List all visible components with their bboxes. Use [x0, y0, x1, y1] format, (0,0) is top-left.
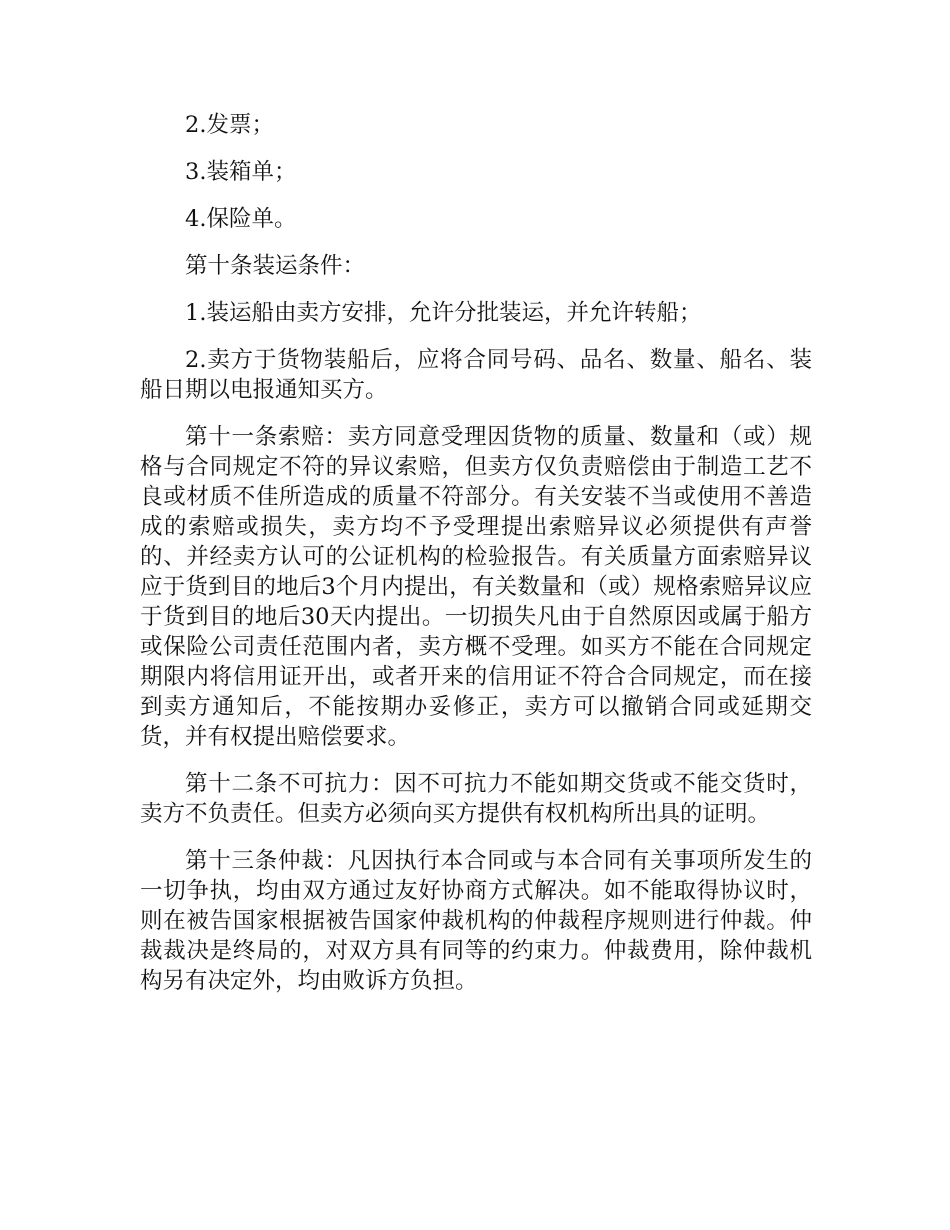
contract-body — [140, 110, 812, 996]
paragraph-insurance-policy: 4.保险单。 — [185, 206, 297, 232]
paragraph-packing-list: 3.装箱单； — [185, 159, 297, 185]
article-13-arbitration: 第十三条仲裁：凡因执行本合同或与本合同有关事项所发生的一切争执，均由双方通过友好协商方式解决。如不能取得协议时，则在被告国家根据被告国家仲裁机构的仲裁程序规则进行仲裁。仲裁裁决是终局的，对双方具有同等的约束力。仲裁费用，除仲裁机构另有决定外，均由败诉方负担。 — [140, 848, 812, 994]
article-10-item-2: 2.卖方于货物装船后，应将合同号码、品名、数量、船名、装船日期以电报通知买方。 — [140, 347, 812, 403]
paragraph-invoice: 2.发票； — [185, 112, 274, 138]
article-11-claims: 第十一条索赔：卖方同意受理因货物的质量、数量和（或）规格与合同规定不符的异议索赔，但卖方仅负责赔偿由于制造工艺不良或材质不佳所造成的质量不符部分。有关安装不当或使用不善造成的索赔或损失，卖方均不予受理提出索赔异议必须提供有声誉的、并经卖方认可的公证机构的检验报告。有关质量方面索赔异议应于货到目的地后3个月内提出，有关数量和（或）规格索赔异议应于货到目的地后30天内提出。一切损失凡由于自然原因或属于船方或保险公司责任范围内者，卖方概不受理。如买方不能在合同规定期限内将信用证开出，或者开来的信用证不符合合同规定，而在接到卖方通知后，不能按期办妥修正，卖方可以撤销合同或延期交货，并有权提出赔偿要求。 — [140, 424, 812, 750]
article-10-item-1: 1.装运船由卖方安排，允许分批装运，并允许转船； — [185, 300, 702, 326]
article-10-heading: 第十条装运条件： — [185, 253, 366, 279]
article-12-force-majeure: 第十二条不可抗力：因不可抗力不能如期交货或不能交货时，卖方不负责任。但卖方必须向买方提供有权机构所出具的证明。 — [140, 771, 812, 827]
